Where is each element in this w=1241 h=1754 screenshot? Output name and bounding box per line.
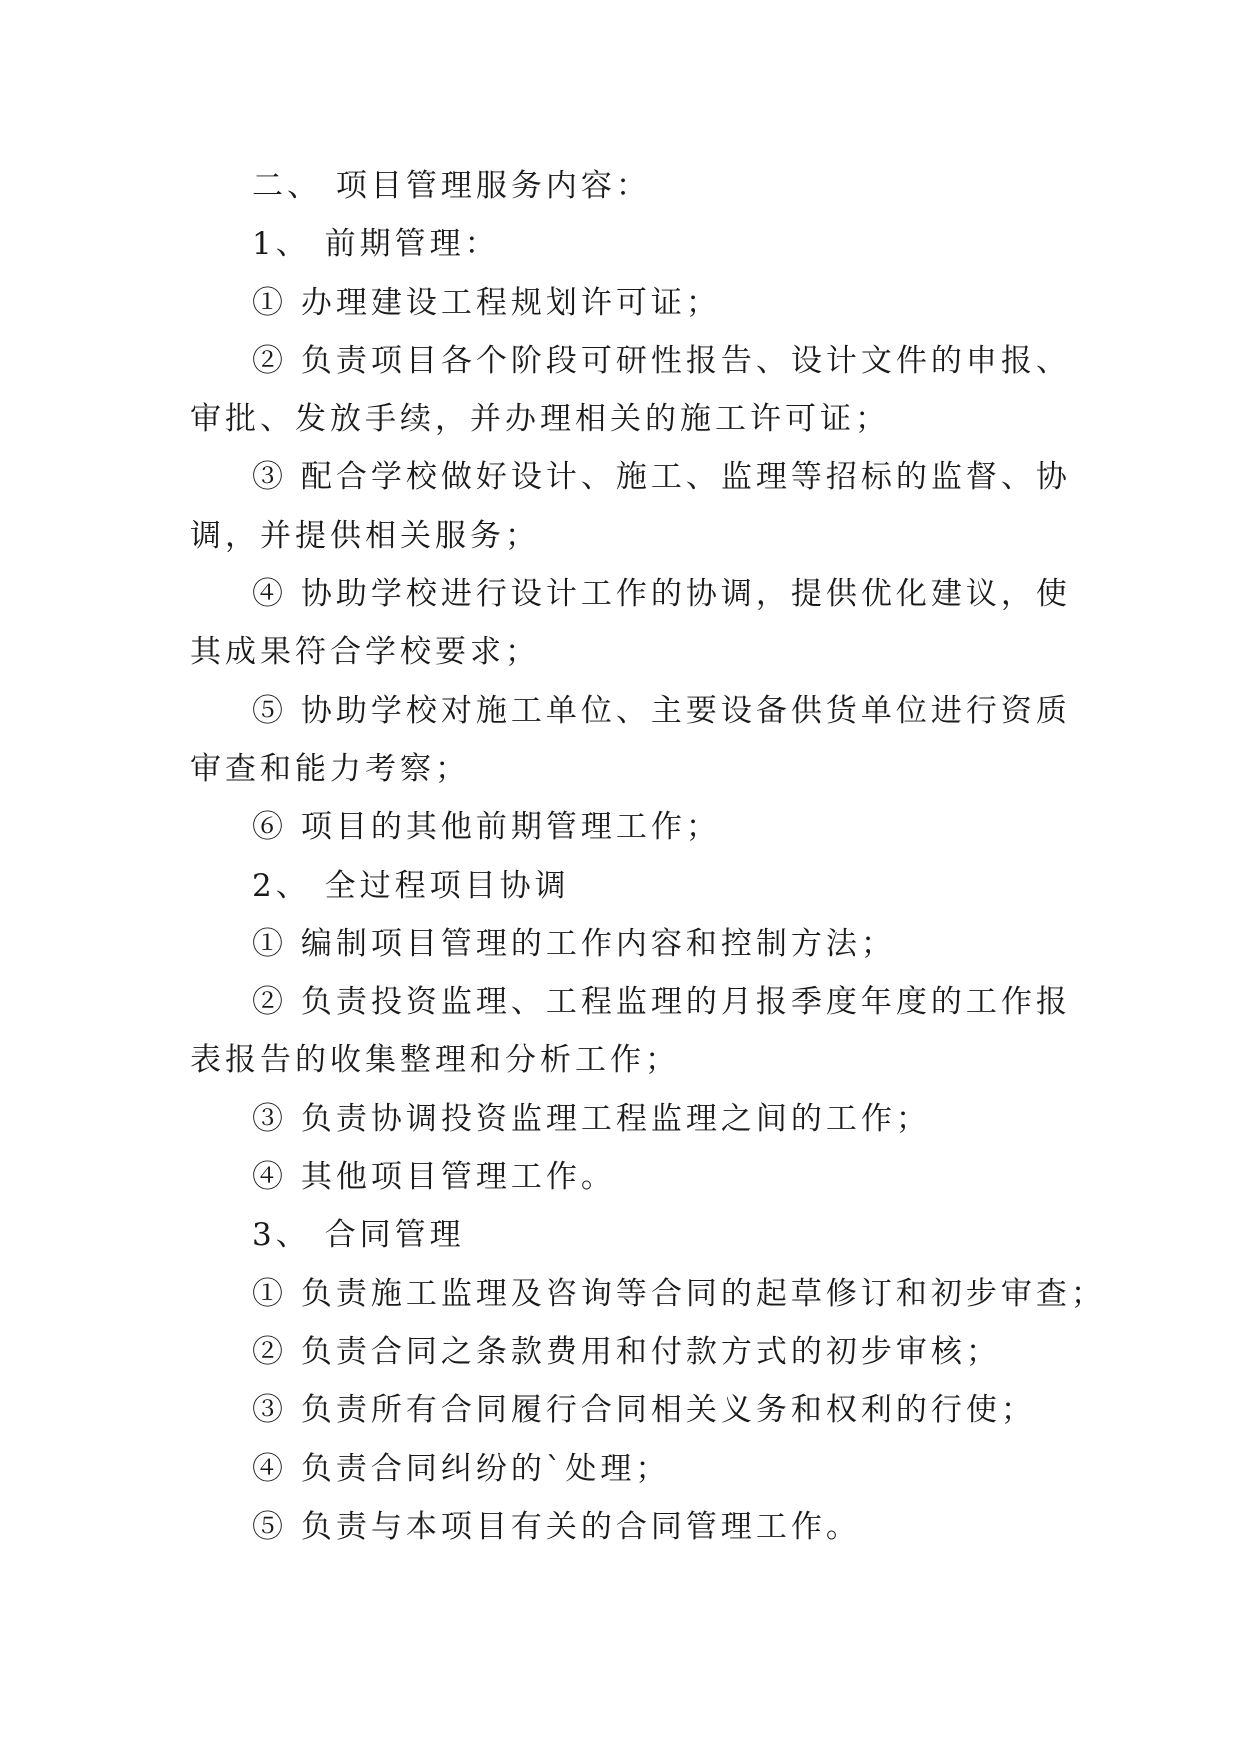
list-item: ④ 协助学校进行设计工作的协调，提供优化建议，使 <box>252 576 1071 613</box>
list-item: ③ 负责所有合同履行合同相关义务和权利的行使； <box>252 1392 1036 1429</box>
list-item: ② 负责投资监理、工程监理的月报季度年度的工作报 <box>252 984 1071 1021</box>
list-item: ④ 负责合同纠纷的`处理； <box>252 1450 671 1487</box>
list-item: ① 负责施工监理及咨询等合同的起草修订和初步审查； <box>252 1275 1106 1312</box>
list-item-continuation: 表报告的收集整理和分析工作； <box>190 1042 680 1079</box>
list-item-continuation: 调，并提供相关服务； <box>190 517 540 554</box>
list-item-continuation: 审查和能力考察； <box>190 750 470 787</box>
list-item: ④ 其他项目管理工作。 <box>252 1159 616 1196</box>
list-item: ⑥ 项目的其他前期管理工作； <box>252 809 721 846</box>
list-item: ③ 配合学校做好设计、施工、监理等招标的监督、协 <box>252 459 1071 496</box>
section-heading: 二、 项目管理服务内容： <box>252 168 651 204</box>
list-item-continuation: 其成果符合学校要求； <box>190 634 540 671</box>
list-item: ③ 负责协调投资监理工程监理之间的工作； <box>252 1100 931 1137</box>
list-item: ② 负责项目各个阶段可研性报告、设计文件的申报、 <box>252 342 1071 379</box>
list-item: ① 编制项目管理的工作内容和控制方法； <box>252 925 896 962</box>
list-item: ② 负责合同之条款费用和付款方式的初步审核； <box>252 1333 1001 1370</box>
list-item: ① 办理建设工程规划许可证； <box>252 284 721 321</box>
subsection-heading: 1、 前期管理： <box>252 226 500 263</box>
subsection-heading: 2、 全过程项目协调 <box>252 867 570 904</box>
list-item-continuation: 审批、发放手续，并办理相关的施工许可证； <box>190 401 890 438</box>
subsection-heading: 3、 合同管理 <box>252 1217 465 1254</box>
list-item: ⑤ 协助学校对施工单位、主要设备供货单位进行资质 <box>252 692 1071 729</box>
list-item: ⑤ 负责与本项目有关的合同管理工作。 <box>252 1508 861 1545</box>
document-body <box>190 157 1106 1556</box>
